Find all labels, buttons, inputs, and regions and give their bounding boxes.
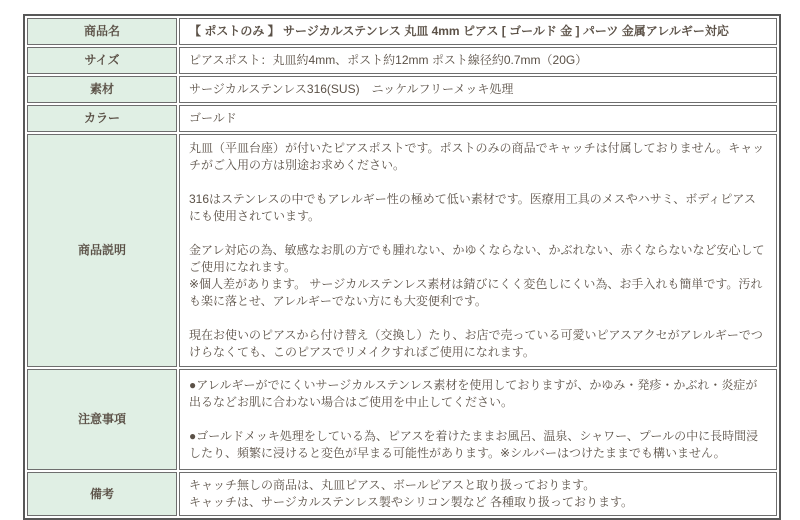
table-row-cautions xyxy=(27,369,777,470)
remarks-text-line: キャッチ無しの商品は、丸皿ピアス、ボールピアスと取り扱っております。 xyxy=(189,478,596,492)
description-text-line: 丸皿（平皿台座）が付いたピアスポストです。ポストのみの商品でキャッチは付属しておりません。キャッチがご入用の方は別途お求めください。 xyxy=(189,141,765,172)
row-label-remarks: 備考 xyxy=(27,472,177,516)
size-value: ピアスポスト：丸皿約4mm、ポスト約12mm ポスト線径約0.7mm（20G） xyxy=(179,47,777,74)
row-label-cautions: 注意事項 xyxy=(27,369,177,470)
description-paragraph xyxy=(189,327,767,361)
caution-text-line: ●ゴールドメッキ処理をしている為、ピアスを着けたままお風呂、温泉、シャワー、プールの中に長時間浸したり、頻繁に浸けると変色が早まる可能性があります。※シルバーはつけたままでも構いません。 xyxy=(189,429,759,460)
remarks-value xyxy=(179,472,777,516)
description-value xyxy=(179,134,777,367)
cautions-value xyxy=(179,369,777,470)
color-value: ゴールド xyxy=(179,105,777,132)
row-label-material: 素材 xyxy=(27,76,177,103)
description-text-line: 316はステンレスの中でもアレルギー性の極めて低い素材です。医療用工具のメスやハサミ、ボディピアスにも使用されています。 xyxy=(189,192,756,223)
table-row-size xyxy=(27,47,777,74)
row-label-description: 商品説明 xyxy=(27,134,177,367)
table-row-description xyxy=(27,134,777,367)
description-text-line: 現在お使いのピアスから付け替え（交換し）たり、お店で売っている可愛いピアスアクセがアレルギーでつけらなくても、このピアスでリメイクすればご使用になれます。 xyxy=(189,328,763,359)
caution-text-line: ●アレルギーがでにくいサージカルステンレス素材を使用しておりますが、かゆみ・発疹・かぶれ・炎症が出るなどお肌に合わない場合はご使用を中止してください。 xyxy=(189,378,758,409)
material-value: サージカルステンレス316(SUS) ニッケルフリーメッキ処理 xyxy=(179,76,777,103)
row-label-color: カラー xyxy=(27,105,177,132)
description-paragraph xyxy=(189,191,767,225)
caution-paragraph xyxy=(189,377,767,411)
description-text-line: ※個人差があります。 サージカルステンレス素材は錆びにくく変色しにくい為、お手入れも簡単です。汚れも楽に落とせ、アレルギーでない方にも大変便利です。 xyxy=(189,277,763,308)
row-label-product-name: 商品名 xyxy=(27,18,177,45)
product-name-value: 【 ポストのみ 】 サージカルステンレス 丸皿 4mm ピアス [ ゴールド 金 ] パーツ 金属アレルギー対応 xyxy=(179,18,777,45)
remarks-paragraph xyxy=(189,477,767,511)
row-label-size: サイズ xyxy=(27,47,177,74)
description-text-line: 金アレ対応の為、敏感なお肌の方でも腫れない、かゆくならない、かぶれない、赤くならないなど安心してご使用になれます。 xyxy=(189,243,765,274)
table-row-material xyxy=(27,76,777,103)
product-spec-table xyxy=(23,14,781,520)
description-paragraph xyxy=(189,242,767,310)
caution-paragraph xyxy=(189,428,767,462)
product-spec-section xyxy=(23,14,781,520)
description-paragraph xyxy=(189,140,767,174)
remarks-text-line: キャッチは、サージカルステンレス製やシリコン製など 各種取り扱っております。 xyxy=(189,495,634,509)
table-row-color xyxy=(27,105,777,132)
table-row-remarks xyxy=(27,472,777,516)
table-row-product-name xyxy=(27,18,777,45)
